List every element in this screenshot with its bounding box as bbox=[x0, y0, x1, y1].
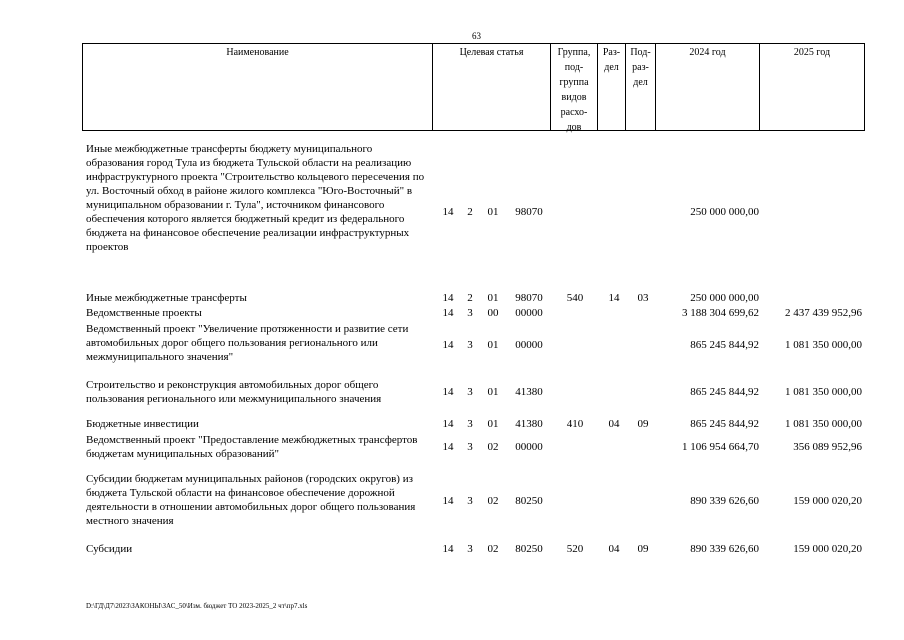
cell-t1: 14 bbox=[442, 307, 454, 319]
cell-t2: 2 bbox=[467, 292, 473, 304]
cell-2025: 159 000 020,20 bbox=[793, 543, 862, 555]
cell-t2: 3 bbox=[467, 307, 473, 319]
cell-t4: 98070 bbox=[515, 292, 543, 304]
cell-section: 14 bbox=[608, 292, 620, 304]
cell-t1: 14 bbox=[442, 206, 454, 218]
cell-t4: 80250 bbox=[515, 543, 543, 555]
cell-2024: 890 339 626,60 bbox=[690, 495, 759, 507]
cell-t3: 00 bbox=[487, 307, 499, 319]
cell-t1: 14 bbox=[442, 292, 454, 304]
cell-t3: 01 bbox=[487, 418, 499, 430]
cell-2025: 1 081 350 000,00 bbox=[785, 339, 862, 351]
cell-t1: 14 bbox=[442, 495, 454, 507]
cell-t2: 3 bbox=[467, 386, 473, 398]
row-name: Строительство и реконструкция автомобильных дорог общего пользования регионального или межмуниципального значения bbox=[86, 379, 382, 405]
cell-t4: 41380 bbox=[515, 418, 543, 430]
cell-t1: 14 bbox=[442, 543, 454, 555]
cell-t2: 3 bbox=[467, 441, 473, 453]
cell-t1: 14 bbox=[442, 386, 454, 398]
row-name: Ведомственный проект "Увеличение протяженности и развитие сети автомобильных дорог общего пользования регионального или межмуниципального значения" bbox=[86, 323, 409, 363]
cell-2025: 2 437 439 952,96 bbox=[785, 307, 862, 319]
cell-t3: 02 bbox=[487, 441, 499, 453]
header-group-line: группа bbox=[559, 77, 589, 88]
cell-2025: 356 089 952,96 bbox=[793, 441, 862, 453]
cell-group: 520 bbox=[566, 543, 584, 555]
row-name: Иные межбюджетные трансферты bbox=[86, 292, 247, 304]
cell-t3: 01 bbox=[487, 292, 499, 304]
cell-2024: 3 188 304 699,62 bbox=[682, 307, 759, 319]
file-path-footer: D:\ГД\Д7\2023\ЗАКОНЫ\ЗАС_50\Изм. бюджет ТО 2023-2025_2 чт\пр7.xls bbox=[86, 602, 308, 610]
cell-t4: 00000 bbox=[515, 307, 543, 319]
cell-t3: 02 bbox=[487, 543, 499, 555]
cell-t4: 00000 bbox=[515, 441, 543, 453]
cell-t1: 14 bbox=[442, 441, 454, 453]
cell-subsection: 03 bbox=[637, 292, 649, 304]
header-group-line: расхо- bbox=[560, 107, 588, 118]
header-group-line: под- bbox=[564, 62, 584, 73]
cell-group: 540 bbox=[566, 292, 584, 304]
cell-2025: 159 000 020,20 bbox=[793, 495, 862, 507]
row-name: Иные межбюджетные трансферты бюджету муниципального образования город Тула из бюджета Тульской области на реализацию инфраструктурного проекта "Строительство кольцевого пересечения по ул. Восточный обход в районе жилого комплекса "Юго-Восточный" в муниципальном образовании г. Тула", источником финансового обеспечения которого является бюджетный кредит из федерального бюджета на финансовое обеспечение реализации инфраструктурных проектов bbox=[86, 143, 425, 253]
row-name: Ведомственные проекты bbox=[86, 307, 202, 319]
cell-t3: 01 bbox=[487, 206, 499, 218]
cell-t1: 14 bbox=[442, 339, 454, 351]
cell-subsection: 09 bbox=[637, 418, 649, 430]
header-subsection-line: раз- bbox=[632, 62, 649, 73]
cell-t2: 3 bbox=[467, 339, 473, 351]
cell-group: 410 bbox=[566, 418, 584, 430]
cell-t2: 3 bbox=[467, 418, 473, 430]
cell-2025: 1 081 350 000,00 bbox=[785, 386, 862, 398]
header-group-line: Группа, bbox=[557, 47, 591, 58]
cell-t4: 98070 bbox=[515, 206, 543, 218]
cell-2024: 865 245 844,92 bbox=[690, 339, 759, 351]
cell-t2: 3 bbox=[467, 543, 473, 555]
cell-2024: 250 000 000,00 bbox=[690, 206, 759, 218]
cell-section: 04 bbox=[608, 543, 620, 555]
row-name: Субсидии bbox=[86, 543, 133, 555]
header-group-line: видов bbox=[561, 92, 587, 103]
row-name: Субсидии бюджетам муниципальных районов (городских округов) из бюджета Тульской области на финансовое обеспечение дорожной деятельности в отношении автомобильных дорог общего пользования местного значения bbox=[86, 473, 416, 527]
cell-2024: 865 245 844,92 bbox=[690, 386, 759, 398]
cell-t4: 41380 bbox=[515, 386, 543, 398]
cell-t4: 00000 bbox=[515, 339, 543, 351]
header-subsection-line: дел bbox=[633, 77, 648, 88]
cell-subsection: 09 bbox=[637, 543, 649, 555]
header-group-line: дов bbox=[566, 122, 582, 133]
cell-2024: 250 000 000,00 bbox=[690, 292, 759, 304]
header-subsection-line: Под- bbox=[630, 47, 651, 58]
page-number: 63 bbox=[472, 31, 481, 41]
cell-2024: 865 245 844,92 bbox=[690, 418, 759, 430]
cell-2024: 1 106 954 664,70 bbox=[682, 441, 759, 453]
header-group bbox=[551, 43, 598, 131]
header-subsection bbox=[626, 43, 656, 131]
cell-t1: 14 bbox=[442, 418, 454, 430]
cell-section: 04 bbox=[608, 418, 620, 430]
header-name: Наименование bbox=[82, 43, 433, 131]
header-section bbox=[598, 43, 626, 131]
cell-t4: 80250 bbox=[515, 495, 543, 507]
cell-t2: 2 bbox=[467, 206, 473, 218]
cell-2024: 890 339 626,60 bbox=[690, 543, 759, 555]
cell-t3: 01 bbox=[487, 386, 499, 398]
header-section-line: дел bbox=[604, 62, 619, 73]
header-2025: 2025 год bbox=[760, 43, 865, 131]
row-name: Бюджетные инвестиции bbox=[86, 418, 199, 430]
header-target: Целевая статья bbox=[433, 43, 551, 131]
header-section-line: Раз- bbox=[602, 47, 621, 58]
cell-t3: 01 bbox=[487, 339, 499, 351]
row-name: Ведомственный проект "Предоставление межбюджетных трансфертов бюджетам муниципальных образований" bbox=[86, 434, 418, 460]
header-2024: 2024 год bbox=[656, 43, 760, 131]
cell-t3: 02 bbox=[487, 495, 499, 507]
cell-t2: 3 bbox=[467, 495, 473, 507]
cell-2025: 1 081 350 000,00 bbox=[785, 418, 862, 430]
